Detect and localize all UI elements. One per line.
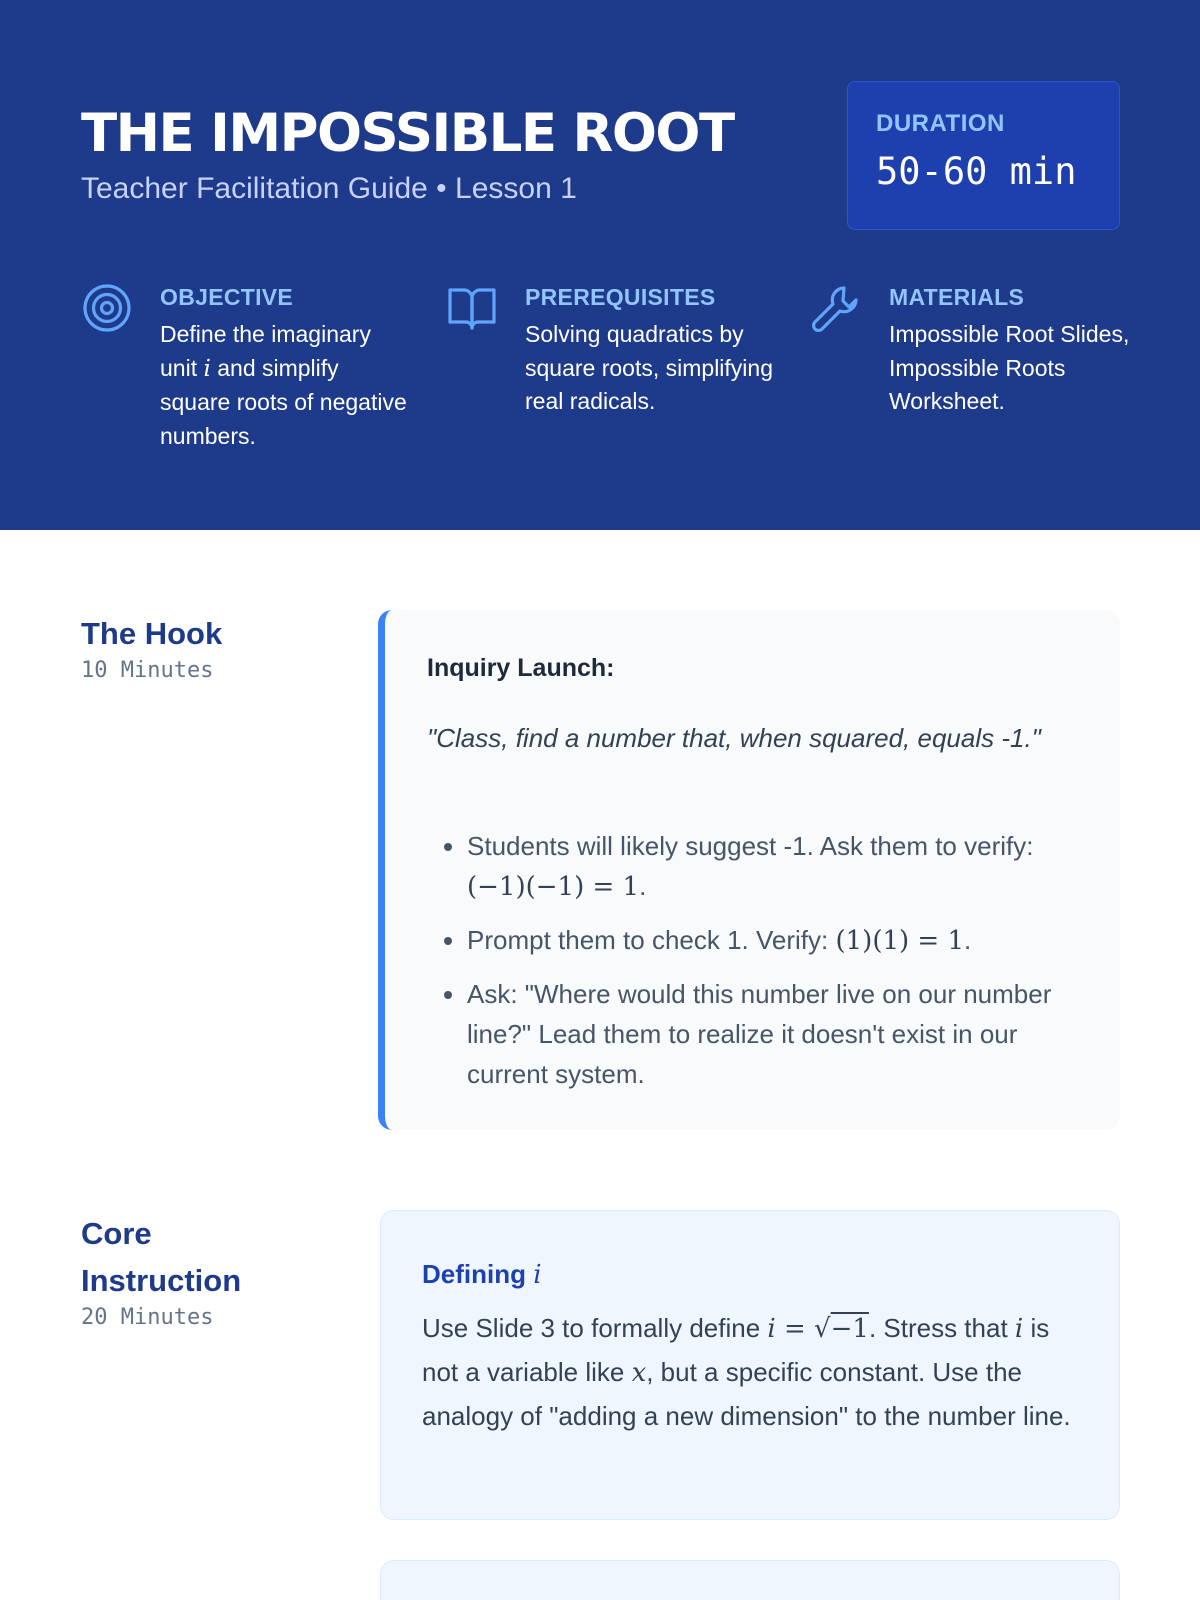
hook-bullet-list [467,826,1067,1107]
page-subtitle: Teacher Facilitation Guide • Lesson 1 [81,172,577,205]
page-title: THE IMPOSSIBLE ROOT [81,103,734,164]
target-icon [81,282,133,334]
book-icon [446,282,498,334]
hook-title: The Hook [81,616,223,651]
hook-time: 10 Minutes [81,658,214,683]
hook-quote: "Class, find a number that, when squared, equals -1." [427,723,1041,753]
imaginary-unit-symbol: i [203,355,211,382]
list-item: • Students will likely suggest -1. Ask them to verify: (−1)(−1) = 1. [467,826,1067,907]
sqrt-expression: √−1 [814,1314,869,1344]
materials-title: MATERIALS [889,284,1025,310]
objective-title: OBJECTIVE [160,284,294,310]
core-time: 20 Minutes [81,1305,214,1330]
hook-heading: Inquiry Launch: [427,654,615,682]
wrench-icon [810,282,862,334]
duration-box [847,81,1120,230]
next-section-card [380,1560,1120,1600]
hook-card [378,610,1120,1130]
core-heading: Defining i [422,1259,542,1290]
core-body-text: Use Slide 3 to formally define i = √−1. Stress that i is not a variable like x, but a specific constant. Use the analogy of "adding a new dimension" to the number line. [422,1313,1071,1431]
core-card [380,1210,1120,1520]
prerequisites-text: Solving quadratics by square roots, simplifying real radicals. [525,321,773,414]
lesson-header [0,0,1200,530]
prerequisites-title: PREREQUISITES [525,284,716,310]
objective-text: Define the imaginary unit i and simplify square roots of negative numbers. [160,321,407,449]
materials-text: Impossible Root Slides, Impossible Roots Worksheet. [889,321,1130,414]
hook-section-label [81,610,331,685]
duration-label: DURATION [876,110,1005,137]
list-item: • Prompt them to check 1. Verify: (1)(1) = 1. [467,920,1067,961]
list-item: • Ask: "Where would this number live on our number line?" Lead them to realize it doesn't exist in our current system. [467,974,1067,1094]
duration-value: 50-60 min [876,150,1077,193]
core-title: Core Instruction [81,1216,242,1298]
core-section-label [81,1210,311,1332]
